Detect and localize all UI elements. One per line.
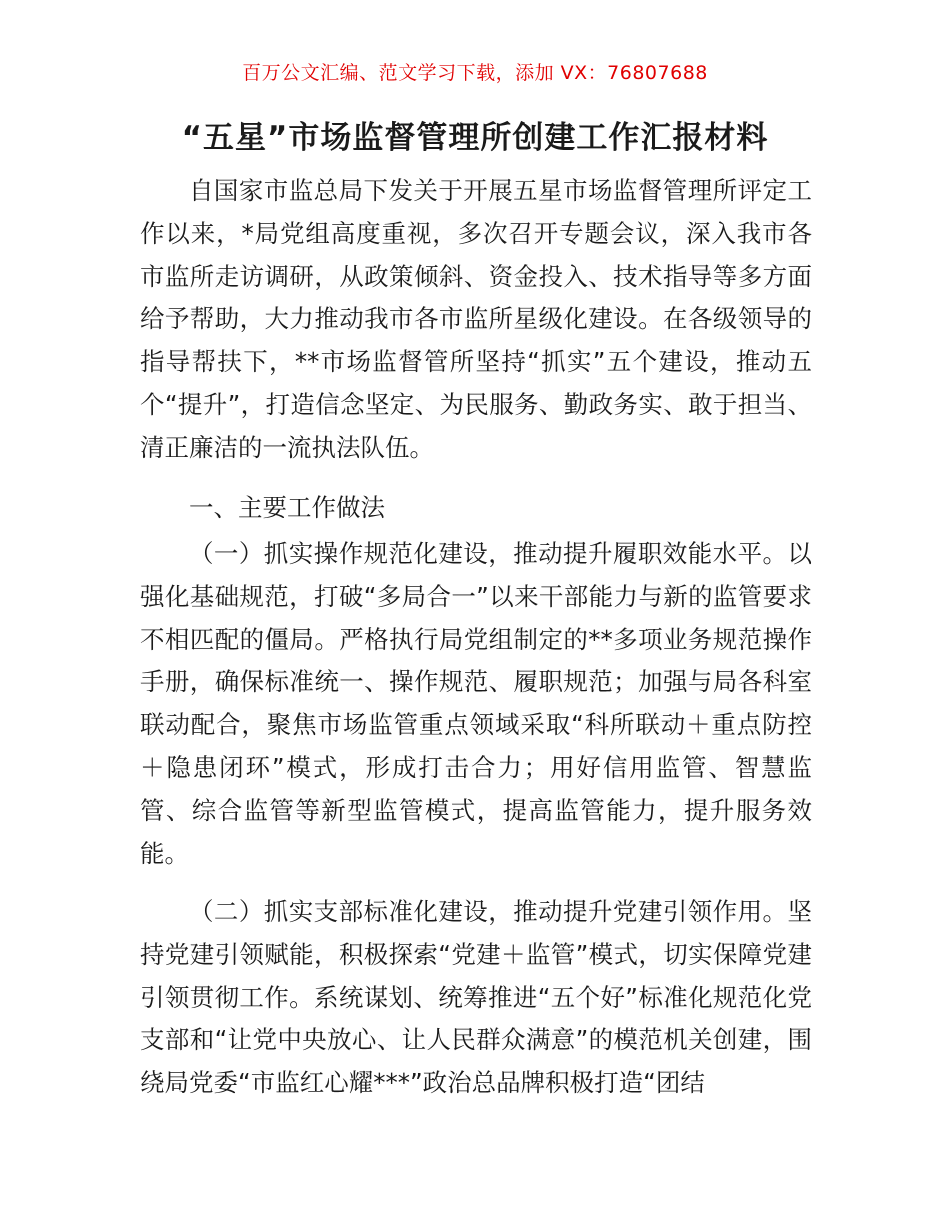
intro-paragraph: 自国家市监总局下发关于开展五星市场监督管理所评定工作以来，*局党组高度重视，多次召开专题会议，深入我市各市监所走访调研，从政策倾斜、资金投入、技术指导等多方面给予帮助，大力推动我市各市监所星级化建设。在各级领导的指导帮扶下，**市场监督管所坚持“抓实”五个建设，推动五个“提升”，打造信念坚定、为民服务、勤政务实、敢于担当、清正廉洁的一流执法队伍。 xyxy=(140,176,812,462)
item-two-paragraph: （二）抓实支部标准化建设，推动提升党建引领作用。坚持党建引领赋能，积极探索“党建＋监管”模式，切实保障党建引领贯彻工作。系统谋划、统筹推进“五个好”标准化规范化党支部和“让党中央放心、让人民群众满意”的模范机关创建，围绕局党委“市监红心耀***”政治总品牌积极打造“团结 xyxy=(140,897,812,1098)
section-heading: 一、主要工作做法 xyxy=(189,493,385,522)
header-promo-note: 百万公文汇编、范文学习下载，添加 VX：76807688 xyxy=(242,62,708,84)
item-one-paragraph: （一）抓实操作规范化建设，推动提升履职效能水平。以强化基础规范，打破“多局合一”以来干部能力与新的监管要求不相匹配的僵局。严格执行局党组制定的**多项业务规范操作手册，确保标准统一、操作规范、履职规范；加强与局各科室联动配合，聚焦市场监管重点领域采取“科所联动＋重点防控＋隐患闭环”模式，形成打击合力；用好信用监管、智慧监管、综合监管等新型监管模式，提高监管能力，提升服务效能。 xyxy=(140,539,812,868)
document-title: “五星”市场监督管理所创建工作汇报材料 xyxy=(181,120,769,156)
